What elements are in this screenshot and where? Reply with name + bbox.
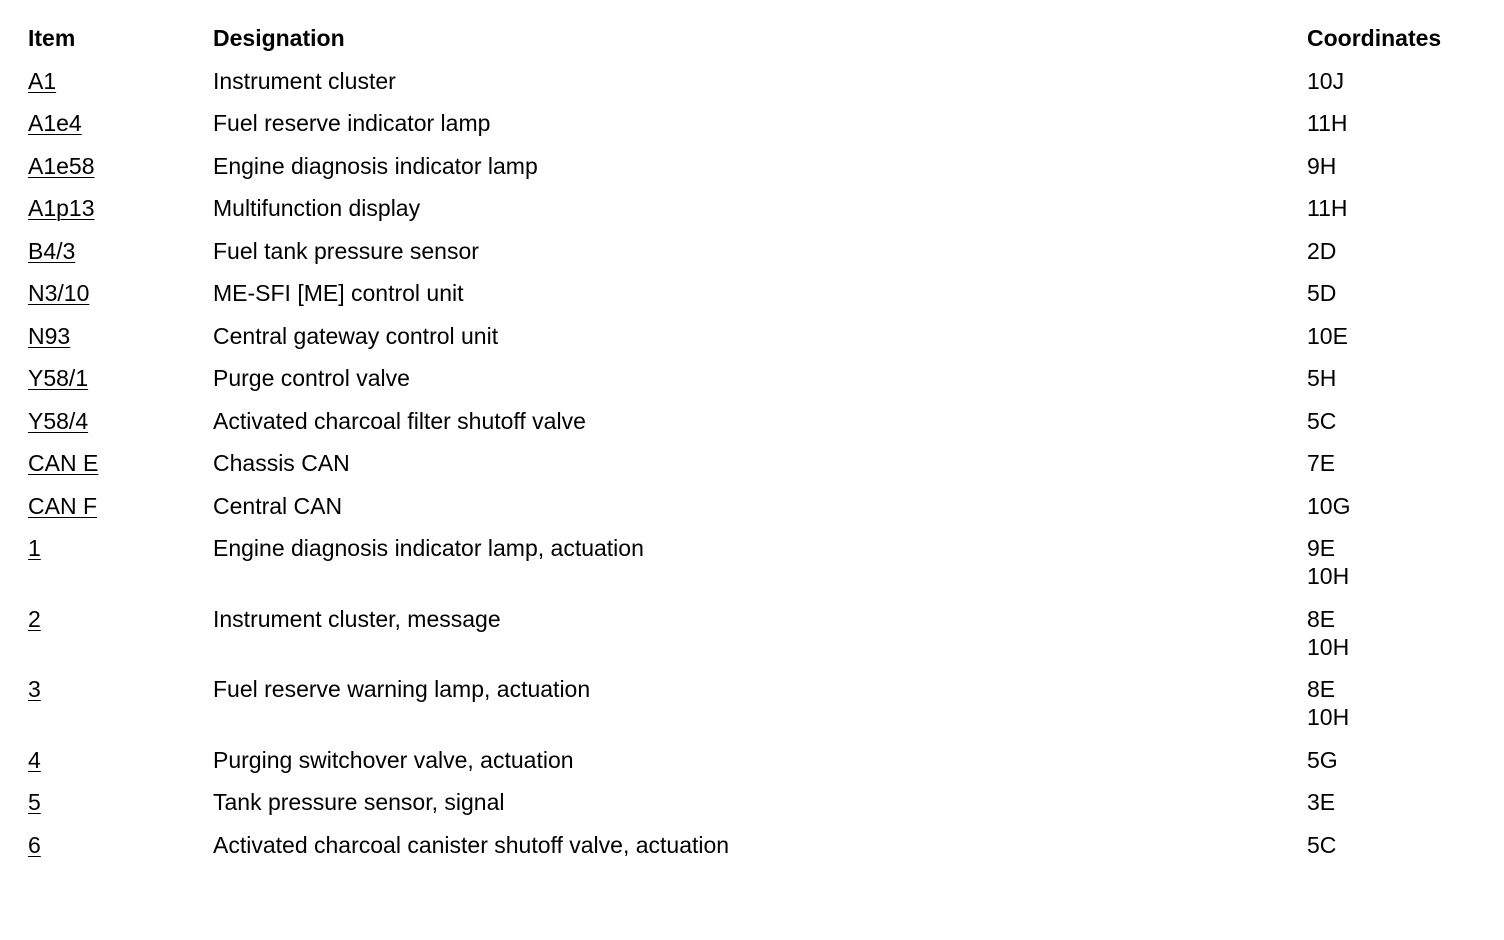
table-row — [28, 237, 1488, 265]
item-link[interactable]: Y58/1 — [28, 365, 89, 391]
designation-cell: Central gateway control unit — [213, 322, 499, 349]
item-cell — [28, 675, 213, 703]
header-coordinates: Coordinates — [1307, 25, 1442, 51]
coordinates-cell — [1307, 605, 1488, 661]
coordinates-cell — [1307, 279, 1488, 307]
coordinate-value: 5C — [1307, 407, 1337, 434]
table-row — [28, 364, 1488, 392]
item-link[interactable]: N3/10 — [28, 280, 90, 306]
coordinate-value: 10E — [1307, 322, 1348, 349]
designation-cell: Fuel tank pressure sensor — [213, 237, 479, 264]
item-cell — [28, 194, 213, 222]
coordinate-value: 10H — [1307, 563, 1350, 589]
coordinate-value: 10G — [1307, 492, 1351, 519]
designation-cell: Purge control valve — [213, 365, 410, 391]
coordinates-cell — [1307, 675, 1488, 731]
item-cell — [28, 152, 213, 180]
item-link[interactable]: A1e4 — [28, 110, 82, 136]
coordinate-value: 11H — [1307, 195, 1348, 221]
item-link[interactable]: 2 — [28, 605, 41, 632]
coordinates-cell — [1307, 449, 1488, 477]
coordinate-value: 11H — [1307, 110, 1348, 136]
coordinates-cell — [1307, 67, 1488, 95]
item-cell — [28, 109, 213, 137]
item-link[interactable]: CAN E — [28, 450, 99, 476]
table-row — [28, 279, 1488, 307]
coordinate-value: 10H — [1307, 704, 1350, 730]
table-row — [28, 109, 1488, 137]
item-cell — [28, 67, 213, 95]
coordinates-cell — [1307, 364, 1488, 392]
coordinate-value: 3E — [1307, 789, 1336, 815]
table-row — [28, 194, 1488, 222]
designation-cell: Activated charcoal canister shutoff valve, actuation — [213, 831, 730, 858]
coordinates-cell — [1307, 237, 1488, 265]
item-link[interactable]: 1 — [28, 535, 41, 561]
coordinate-value: 9E — [1307, 535, 1336, 561]
coordinate-value: 9H — [1307, 152, 1337, 179]
coordinates-cell — [1307, 322, 1488, 350]
table-row — [28, 605, 1488, 661]
item-cell — [28, 364, 213, 392]
legend-rows — [28, 67, 1488, 859]
item-cell — [28, 492, 213, 520]
table-row — [28, 492, 1488, 520]
coordinate-value: 10J — [1307, 67, 1345, 94]
coordinates-cell — [1307, 788, 1488, 816]
coordinates-cell — [1307, 152, 1488, 180]
item-link[interactable]: 3 — [28, 676, 41, 702]
item-link[interactable]: A1e58 — [28, 152, 95, 179]
item-cell — [28, 449, 213, 477]
coordinates-cell — [1307, 831, 1488, 859]
designation-cell: Engine diagnosis indicator lamp — [213, 152, 538, 179]
item-cell — [28, 322, 213, 350]
item-cell — [28, 279, 213, 307]
designation-cell: ME-SFI [ME] control unit — [213, 280, 464, 306]
coordinate-value: 5H — [1307, 365, 1337, 391]
item-link[interactable]: N93 — [28, 322, 71, 349]
item-link[interactable]: 6 — [28, 831, 41, 858]
designation-cell: Fuel reserve warning lamp, actuation — [213, 676, 591, 702]
coordinate-value: 8E — [1307, 676, 1336, 702]
coordinates-cell — [1307, 194, 1488, 222]
designation-cell: Tank pressure sensor, signal — [213, 789, 505, 815]
coordinates-cell — [1307, 407, 1488, 435]
coordinates-cell — [1307, 492, 1488, 520]
coordinate-value: 5D — [1307, 280, 1337, 306]
designation-cell: Purging switchover valve, actuation — [213, 746, 574, 773]
item-cell — [28, 831, 213, 859]
item-cell — [28, 788, 213, 816]
header-item: Item — [28, 25, 76, 51]
table-row — [28, 449, 1488, 477]
table-row — [28, 322, 1488, 350]
coordinate-value: 8E — [1307, 605, 1336, 632]
item-link[interactable]: Y58/4 — [28, 407, 89, 434]
coordinates-cell — [1307, 109, 1488, 137]
designation-cell: Activated charcoal filter shutoff valve — [213, 407, 586, 434]
table-row — [28, 67, 1488, 95]
table-row — [28, 534, 1488, 590]
table-row — [28, 407, 1488, 435]
item-link[interactable]: A1p13 — [28, 195, 95, 221]
coordinates-cell — [1307, 534, 1488, 590]
header-designation: Designation — [213, 25, 345, 51]
designation-cell: Fuel reserve indicator lamp — [213, 110, 491, 136]
item-link[interactable]: A1 — [28, 67, 57, 94]
coordinate-value: 10H — [1307, 633, 1350, 660]
table-row — [28, 152, 1488, 180]
designation-cell: Chassis CAN — [213, 450, 350, 476]
item-link[interactable]: B4/3 — [28, 237, 76, 264]
coordinate-value: 2D — [1307, 237, 1337, 264]
coordinates-cell — [1307, 746, 1488, 774]
item-link[interactable]: CAN F — [28, 492, 97, 519]
item-cell — [28, 605, 213, 633]
legend-table — [28, 24, 1488, 873]
designation-cell: Engine diagnosis indicator lamp, actuation — [213, 535, 644, 561]
table-row — [28, 746, 1488, 774]
designation-cell: Instrument cluster — [213, 67, 396, 94]
item-cell — [28, 534, 213, 562]
item-cell — [28, 407, 213, 435]
designation-cell: Central CAN — [213, 492, 343, 519]
coordinate-value: 5C — [1307, 831, 1337, 858]
item-cell — [28, 237, 213, 265]
table-row — [28, 675, 1488, 731]
table-row — [28, 831, 1488, 859]
item-link[interactable]: 4 — [28, 746, 41, 773]
coordinate-value: 7E — [1307, 450, 1336, 476]
designation-cell: Multifunction display — [213, 195, 421, 221]
designation-cell: Instrument cluster, message — [213, 605, 501, 632]
item-cell — [28, 746, 213, 774]
table-row — [28, 788, 1488, 816]
item-link[interactable]: 5 — [28, 789, 41, 815]
coordinate-value: 5G — [1307, 746, 1338, 773]
legend-header-row — [28, 24, 1488, 52]
